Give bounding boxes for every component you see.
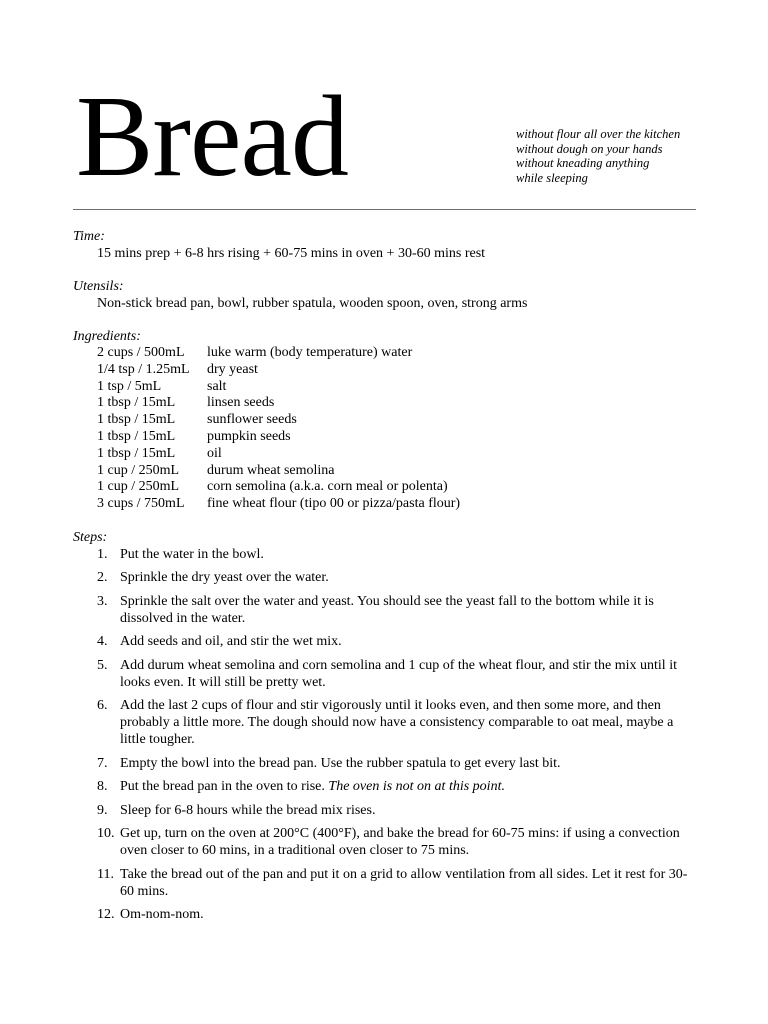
step-item <box>73 866 703 900</box>
step-number <box>73 825 120 859</box>
step-number <box>73 778 120 795</box>
step-number-text: 9. <box>97 802 108 818</box>
step-number <box>73 755 120 772</box>
step-item <box>73 546 703 563</box>
step-number-text: 7. <box>97 755 108 771</box>
steps-list <box>73 546 703 924</box>
step-number <box>73 866 120 900</box>
step-number-text: 4. <box>97 634 108 650</box>
step-number <box>73 906 120 923</box>
step-main-text: Add seeds and oil, and stir the wet mix. <box>120 634 342 650</box>
ingredient-row <box>97 496 703 513</box>
step-text <box>120 866 700 900</box>
step-number <box>73 657 120 691</box>
ingredient-quantity: 1 cup / 250mL <box>97 479 180 495</box>
step-number <box>73 633 120 650</box>
step-text <box>120 697 700 748</box>
step-text <box>120 546 700 563</box>
step-number-text: 6. <box>97 698 108 714</box>
step-text <box>120 802 700 819</box>
tagline: without flour all over the kitchen <box>516 127 681 141</box>
ingredient-name: durum wheat semolina <box>207 462 335 478</box>
taglines <box>516 127 680 185</box>
ingredient-quantity: 1 tbsp / 15mL <box>97 395 176 411</box>
step-main-text: Sprinkle the salt over the water and yeast. You should see the yeast fall to the bottom while it is dissolved in the water. <box>120 593 654 626</box>
title-divider <box>73 209 696 210</box>
step-text <box>120 657 700 691</box>
step-main-text: Om-nom-nom. <box>120 907 204 923</box>
step-number-text: 5. <box>97 657 108 673</box>
step-number-text: 12. <box>97 907 115 923</box>
step-number-text: 11. <box>97 866 114 882</box>
ingredient-name: pumpkin seeds <box>207 428 291 444</box>
step-number <box>73 802 120 819</box>
ingredient-quantity: 1/4 tsp / 1.25mL <box>97 361 190 377</box>
step-number <box>73 569 120 586</box>
ingredient-row <box>97 345 703 362</box>
step-number <box>73 593 120 627</box>
step-item <box>73 633 703 650</box>
ingredients-list <box>73 345 703 513</box>
step-item <box>73 825 703 859</box>
step-item <box>73 778 703 795</box>
step-item <box>73 755 703 772</box>
step-main-text: Add the last 2 cups of flour and stir vigorously until it looks even, and then some more, and then probably a little more. The dough should now have a consistency comparable to oat meal, maybe a little tougher. <box>120 698 674 748</box>
step-item <box>73 802 703 819</box>
utensils-label: Utensils: <box>73 279 124 294</box>
step-item <box>73 697 703 748</box>
ingredient-quantity: 1 tsp / 5mL <box>97 378 162 394</box>
step-number <box>73 697 120 748</box>
step-number-text: 8. <box>97 779 108 795</box>
step-text <box>120 825 700 859</box>
step-text <box>120 569 700 586</box>
step-text <box>120 593 700 627</box>
ingredient-name: oil <box>207 445 222 461</box>
steps-label: Steps: <box>73 529 108 545</box>
step-item <box>73 657 703 691</box>
step-main-text: Empty the bowl into the bread pan. Use the rubber spatula to get every last bit. <box>120 755 561 771</box>
ingredient-quantity: 2 cups / 500mL <box>97 345 185 360</box>
step-number-text: 2. <box>97 570 108 586</box>
step-main-text: Sleep for 6-8 hours while the bread mix rises. <box>120 802 376 818</box>
ingredient-name: dry yeast <box>207 361 258 377</box>
step-main-text: Add durum wheat semolina and corn semolina and 1 cup of the wheat flour, and stir the mix until it looks even. It will still be pretty wet. <box>120 657 677 690</box>
step-main-text: Sprinkle the dry yeast over the water. <box>120 570 329 586</box>
ingredient-name: corn semolina (a.k.a. corn meal or polenta) <box>207 479 448 495</box>
ingredient-row <box>97 446 703 463</box>
ingredient-quantity: 3 cups / 750mL <box>97 496 185 512</box>
time-label: Time: <box>73 229 105 244</box>
step-item <box>73 569 703 586</box>
utensils-text: Non-stick bread pan, bowl, rubber spatula, wooden spoon, oven, strong arms <box>97 296 528 311</box>
utensils-section <box>73 278 703 312</box>
step-main-text: Put the water in the bowl. <box>120 546 264 562</box>
ingredient-quantity: 1 cup / 250mL <box>97 462 180 478</box>
step-text <box>120 633 700 650</box>
ingredient-row <box>97 479 703 496</box>
ingredient-name: salt <box>207 378 227 394</box>
step-number-text: 1. <box>97 546 108 562</box>
ingredient-quantity: 1 tbsp / 15mL <box>97 428 176 444</box>
ingredient-quantity: 1 tbsp / 15mL <box>97 412 176 428</box>
tagline: while sleeping <box>516 170 588 185</box>
step-text <box>120 906 700 923</box>
steps-section <box>73 529 703 924</box>
step-emphasis-text: The oven is not on at this point. <box>328 779 505 795</box>
ingredients-section <box>73 328 703 513</box>
step-number-text: 10. <box>97 826 115 842</box>
time-text: 15 mins prep + 6-8 hrs rising + 60-75 mins in oven + 30-60 mins rest <box>97 246 486 261</box>
ingredients-label: Ingredients: <box>73 329 141 344</box>
step-number-text: 3. <box>97 593 108 609</box>
step-item <box>73 906 703 923</box>
step-main-text: Get up, turn on the oven at 200°C (400°F), and bake the bread for 60-75 mins: if using a convection oven closer to 60 mins, in a traditional oven closer to 75 mins. <box>120 826 680 859</box>
tagline: without dough on your hands <box>516 141 663 156</box>
ingredient-row <box>97 463 703 480</box>
page-title: Bread <box>76 73 348 201</box>
step-number <box>73 546 120 563</box>
ingredient-name: luke warm (body temperature) water <box>207 345 413 360</box>
step-item <box>73 593 703 627</box>
ingredient-name: linsen seeds <box>207 395 275 411</box>
step-text <box>120 778 700 795</box>
step-main-text: Put the bread pan in the oven to rise. <box>120 779 329 795</box>
recipe-body <box>73 228 703 939</box>
ingredient-row <box>97 362 703 379</box>
ingredient-name: sunflower seeds <box>207 412 297 428</box>
tagline: without kneading anything <box>516 156 650 170</box>
ingredient-row <box>97 429 703 446</box>
ingredient-row <box>97 412 703 429</box>
time-section <box>73 228 703 262</box>
ingredient-row <box>97 395 703 412</box>
ingredient-name: fine wheat flour (tipo 00 or pizza/pasta flour) <box>207 496 461 512</box>
ingredient-row <box>97 379 703 396</box>
step-text <box>120 755 700 772</box>
step-main-text: Take the bread out of the pan and put it on a grid to allow ventilation from all sides. Let it rest for 30-60 mins. <box>120 866 688 899</box>
ingredient-quantity: 1 tbsp / 15mL <box>97 445 176 461</box>
